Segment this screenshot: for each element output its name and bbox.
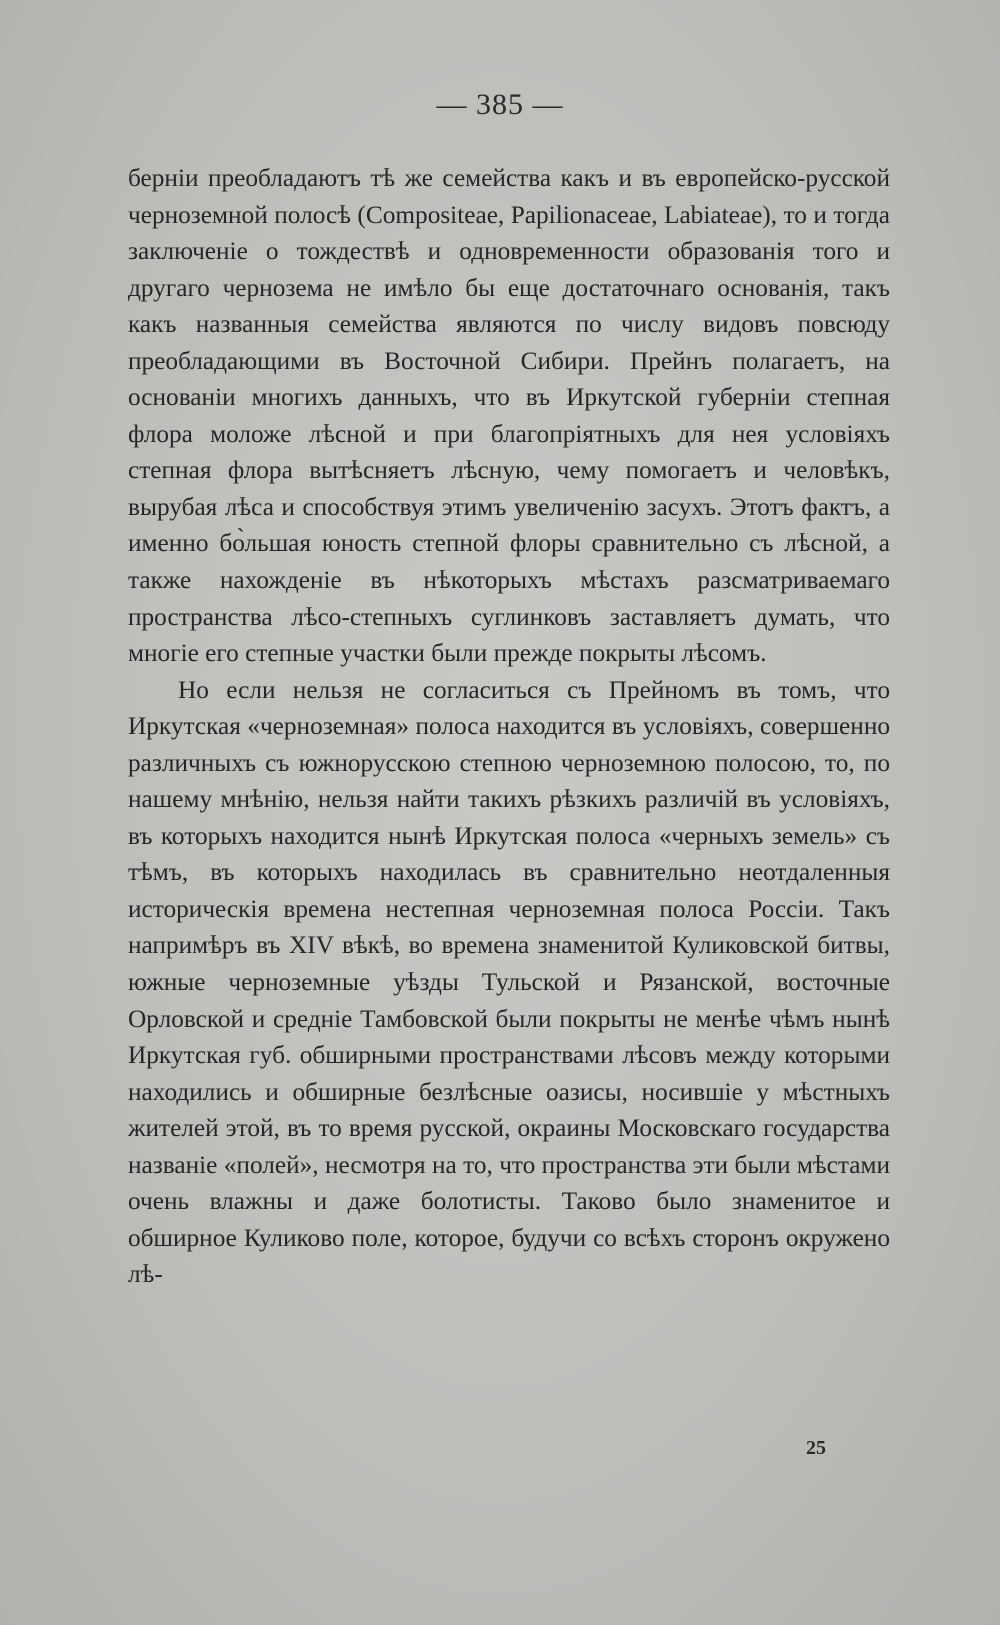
signature-mark: 25 — [806, 1437, 826, 1459]
paragraph-1: берніи преобладаютъ тѣ же семейства какъ и въ европейско-русской черноземной полосѣ (Compositeae, Papilionaceae, Labiateae), то и тогда заключеніе о тождествѣ и одновременности образованія того и другаго чернозема не имѣло бы еще достаточнаго основанія, такъ какъ названныя семейства являются по числу видовъ повсюду преобладающими въ Восточной Сибири. Прейнъ полагаетъ, на основаніи многихъ данныхъ, что въ Иркутской губерніи степная флора моложе лѣсной и при благопріятныхъ для нея условіяхъ степная флора вытѣсняетъ лѣсную, чему помогаетъ и человѣкъ, вырубая лѣса и способствуя этимъ увеличенію засухъ. Этотъ фактъ, а именно бо̀льшая юность степной флоры сравнительно съ лѣсной, а также нахожденіе въ нѣкоторыхъ мѣстахъ разсматриваемаго пространства лѣсо-степныхъ суглинковъ заставляетъ думать, что многіе его степные участки были прежде покрыты лѣсомъ. — [128, 164, 890, 668]
page-number: — 385 — — [436, 88, 564, 121]
paragraph-2: Но если нельзя не согласиться съ Прейномъ въ томъ, что Иркутская «черноземная» полоса находится въ условіяхъ, совершенно различныхъ съ южнорусскою степною черноземною полосою, то, по нашему мнѣнію, нельзя найти такихъ рѣзкихъ различій въ условіяхъ, въ которыхъ находится нынѣ Иркутская полоса «черныхъ земель» съ тѣмъ, въ которыхъ находилась въ сравнительно неотдаленныя историческія времена нестепная черноземная полоса Россіи. Такъ напримѣръ въ XIV вѣкѣ, во времена знаменитой Куликовской битвы, южные черноземные уѣзды Тульской и Рязанской, восточные Орловской и средніе Тамбовской были покрыты не менѣе чѣмъ нынѣ Иркутская губ. обширными пространствами лѣсовъ между которыми находились и обширные безлѣсные оазисы, носившіе у мѣстныхъ жителей этой, въ то время русской, окраины Московскаго государства названіе «полей», несмотря на то, что пространства эти были мѣстами очень влажны и даже болотисты. Таково было знаменитое и обширное Куликово поле, которое, будучи со всѣхъ сторонъ окружено лѣ- — [128, 675, 890, 1289]
body-text — [128, 160, 890, 1293]
